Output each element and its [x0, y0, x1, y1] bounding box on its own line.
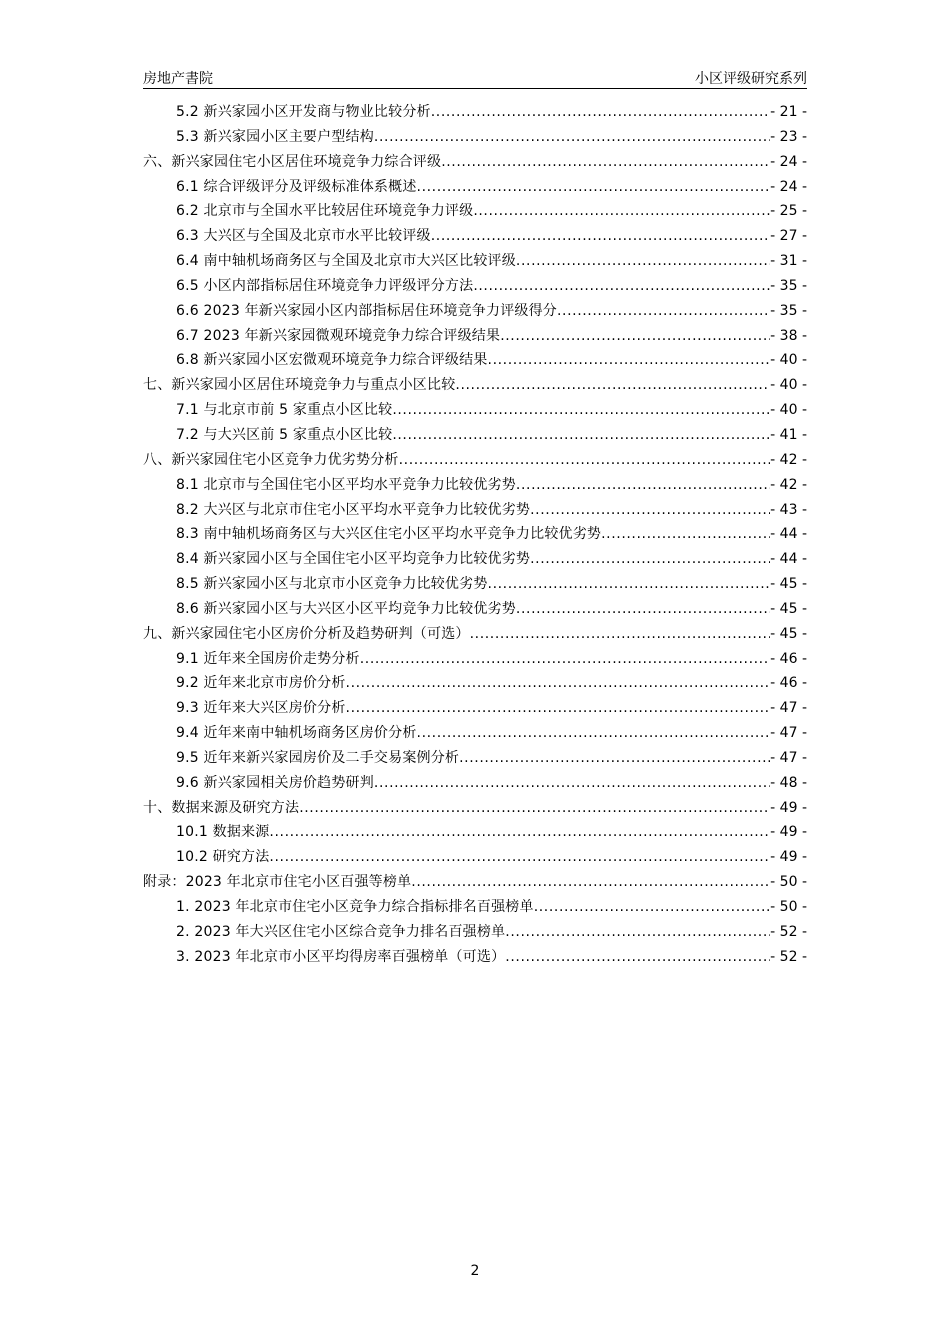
toc-entry[interactable]: [143, 324, 807, 349]
toc-entry-title: 6.2 北京市与全国水平比较居住环境竞争力评级: [176, 203, 474, 220]
toc-entry-title: 八、新兴家园住宅小区竞争力优劣势分析: [143, 451, 399, 468]
toc-entry-title: 十、数据来源及研究方法: [143, 799, 300, 816]
toc-entry-title: 9.1 近年来全国房价走势分析: [176, 650, 360, 667]
toc-entry[interactable]: [143, 224, 807, 249]
toc-entry[interactable]: [143, 199, 807, 224]
toc-entry-title: 六、新兴家园住宅小区居住环境竞争力综合评级: [143, 153, 442, 170]
toc-entry[interactable]: [143, 746, 807, 771]
toc-dot-leader: [530, 547, 770, 572]
toc-entry[interactable]: [143, 100, 807, 125]
toc-entry[interactable]: [143, 895, 807, 920]
toc-entry-page: - 38 -: [770, 327, 807, 344]
toc-dot-leader: [601, 522, 770, 547]
toc-dot-leader: [431, 224, 770, 249]
toc-dot-leader: [374, 125, 770, 150]
toc-entry[interactable]: [143, 945, 807, 970]
toc-dot-leader: [360, 647, 770, 672]
toc-entry-title: 7.1 与北京市前 5 家重点小区比较: [176, 402, 393, 419]
toc-entry-title: 9.4 近年来南中轴机场商务区房价分析: [176, 725, 417, 742]
toc-dot-leader: [534, 895, 770, 920]
toc-entry-title: 7.2 与大兴区前 5 家重点小区比较: [176, 426, 393, 443]
toc-entry[interactable]: [143, 498, 807, 523]
toc-dot-leader: [516, 473, 770, 498]
toc-entry-title: 附录：2023 年北京市住宅小区百强等榜单: [143, 874, 412, 891]
toc-entry-page: - 40 -: [770, 352, 807, 369]
toc-entry[interactable]: [143, 299, 807, 324]
toc-entry-page: - 25 -: [770, 203, 807, 220]
toc-entry-title: 10.2 研究方法: [176, 849, 270, 866]
toc-dot-leader: [392, 398, 770, 423]
toc-entry-page: - 41 -: [770, 426, 807, 443]
toc-entry-title: 1. 2023 年北京市住宅小区竞争力综合指标排名百强榜单: [176, 899, 534, 915]
toc-entry[interactable]: [143, 721, 807, 746]
toc-dot-leader: [459, 746, 770, 771]
toc-entry-title: 9.3 近年来大兴区房价分析: [176, 700, 346, 717]
toc-entry[interactable]: [143, 597, 807, 622]
toc-entry-page: - 49 -: [770, 799, 807, 816]
toc-entry-title: 6.8 新兴家园小区宏微观环境竞争力综合评级结果: [176, 352, 488, 369]
toc-entry[interactable]: [143, 796, 807, 821]
toc-entry[interactable]: [143, 920, 807, 945]
header-series-title: 小区评级研究系列: [695, 71, 807, 87]
toc-entry-title: 6.5 小区内部指标居住环境竞争力评级评分方法: [176, 277, 474, 294]
toc-entry-page: - 21 -: [770, 104, 807, 120]
toc-entry-page: - 52 -: [770, 923, 807, 940]
toc-entry[interactable]: [143, 274, 807, 299]
toc-entry[interactable]: [143, 249, 807, 274]
toc-entry-page: - 45 -: [770, 576, 807, 593]
toc-entry-page: - 35 -: [770, 302, 807, 319]
toc-dot-leader: [346, 671, 771, 696]
toc-entry-title: 6.6 2023 年新兴家园小区内部指标居住环境竞争力评级得分: [176, 302, 557, 319]
toc-entry-title: 6.7 2023 年新兴家园微观环境竞争力综合评级结果: [176, 327, 501, 344]
toc-entry-title: 九、新兴家园住宅小区房价分析及趋势研判（可选）: [143, 625, 470, 642]
toc-entry-page: - 49 -: [770, 824, 807, 841]
toc-entry-page: - 49 -: [770, 849, 807, 866]
toc-entry-title: 七、新兴家园小区居住环境竞争力与重点小区比较: [143, 377, 456, 394]
toc-entry[interactable]: [143, 820, 807, 845]
toc-entry-title: 3. 2023 年北京市小区平均得房率百强榜单（可选）: [176, 948, 506, 965]
toc-entry-page: - 52 -: [770, 948, 807, 965]
toc-entry[interactable]: [143, 522, 807, 547]
toc-entry[interactable]: [143, 845, 807, 870]
toc-dot-leader: [269, 820, 770, 845]
page-header: [143, 68, 807, 89]
toc-dot-leader: [500, 324, 770, 349]
toc-dot-leader: [392, 423, 770, 448]
toc-entry-page: - 42 -: [770, 451, 807, 468]
toc-entry-page: - 47 -: [770, 700, 807, 717]
toc-entry-page: - 50 -: [770, 899, 807, 915]
toc-dot-leader: [516, 597, 770, 622]
toc-entry[interactable]: [143, 671, 807, 696]
toc-entry-title: 6.4 南中轴机场商务区与全国及北京市大兴区比较评级: [176, 253, 516, 270]
toc-dot-leader: [417, 175, 771, 200]
toc-entry-page: - 44 -: [770, 526, 807, 543]
toc-dot-leader: [399, 448, 771, 473]
toc-entry-title: 5.3 新兴家园小区主要户型结构: [176, 128, 374, 145]
toc-entry-page: - 42 -: [770, 476, 807, 493]
toc-entry-title: 9.6 新兴家园相关房价趋势研判: [176, 774, 374, 791]
toc-dot-leader: [505, 945, 770, 970]
toc-dot-leader: [488, 348, 771, 373]
toc-entry[interactable]: [143, 473, 807, 498]
toc-dot-leader: [269, 845, 770, 870]
toc-dot-leader: [505, 920, 770, 945]
toc-entry[interactable]: [143, 175, 807, 200]
toc-entry-title: 6.1 综合评级评分及评级标准体系概述: [176, 178, 417, 195]
toc-entry[interactable]: [143, 647, 807, 672]
toc-entry-page: - 40 -: [770, 377, 807, 394]
toc-entry-page: - 50 -: [770, 874, 807, 891]
toc-dot-leader: [488, 572, 771, 597]
header-publisher: 房地产書院: [143, 71, 213, 87]
toc-entry-title: 6.3 大兴区与全国及北京市水平比较评级: [176, 228, 431, 245]
toc-dot-leader: [470, 622, 771, 647]
toc-entry-page: - 43 -: [770, 501, 807, 518]
toc-entry-title: 10.1 数据来源: [176, 824, 270, 841]
toc-dot-leader: [557, 299, 770, 324]
toc-entry-page: - 47 -: [770, 725, 807, 742]
toc-entry-page: - 35 -: [770, 277, 807, 294]
toc-entry-title: 9.5 近年来新兴家园房价及二手交易案例分析: [176, 749, 460, 766]
toc-entry-title: 2. 2023 年大兴区住宅小区综合竞争力排名百强榜单: [176, 923, 506, 940]
toc-entry-page: - 46 -: [770, 675, 807, 692]
toc-entry[interactable]: [143, 547, 807, 572]
toc-entry-title: 8.5 新兴家园小区与北京市小区竞争力比较优劣势: [176, 576, 488, 593]
toc-entry-page: - 44 -: [770, 551, 807, 568]
toc-entry-title: 8.4 新兴家园小区与全国住宅小区平均竞争力比较优劣势: [176, 551, 531, 568]
toc-entry[interactable]: [143, 398, 807, 423]
toc-entry-title: 8.1 北京市与全国住宅小区平均水平竞争力比较优劣势: [176, 476, 516, 493]
toc-entry-title: 9.2 近年来北京市房价分析: [176, 675, 346, 692]
toc-entry-page: - 46 -: [770, 650, 807, 667]
toc-entry[interactable]: [143, 870, 807, 895]
toc-dot-leader: [411, 870, 770, 895]
toc-entry-title: 8.6 新兴家园小区与大兴区小区平均竞争力比较优劣势: [176, 600, 516, 617]
table-of-contents: [143, 100, 807, 970]
toc-dot-leader: [441, 150, 770, 175]
toc-entry-page: - 27 -: [770, 228, 807, 245]
toc-dot-leader: [417, 721, 771, 746]
toc-entry-page: - 48 -: [770, 774, 807, 791]
toc-entry-page: - 45 -: [770, 625, 807, 642]
toc-dot-leader: [473, 199, 770, 224]
toc-entry-page: - 23 -: [770, 128, 807, 145]
toc-entry-page: - 24 -: [770, 153, 807, 170]
toc-dot-leader: [516, 249, 770, 274]
page-number: 2: [470, 1263, 480, 1279]
toc-entry-page: - 40 -: [770, 402, 807, 419]
toc-entry-title: 5.2 新兴家园小区开发商与物业比较分析: [176, 104, 431, 120]
toc-entry[interactable]: [143, 771, 807, 796]
toc-dot-leader: [374, 771, 770, 796]
toc-entry[interactable]: [143, 448, 807, 473]
toc-entry-title: 8.2 大兴区与北京市住宅小区平均水平竞争力比较优劣势: [176, 501, 531, 518]
toc-entry-page: - 31 -: [770, 253, 807, 270]
toc-entry[interactable]: [143, 373, 807, 398]
toc-entry[interactable]: [143, 572, 807, 597]
toc-entry-page: - 24 -: [770, 178, 807, 195]
toc-entry[interactable]: [143, 696, 807, 721]
toc-entry[interactable]: [143, 423, 807, 448]
toc-entry-page: - 45 -: [770, 600, 807, 617]
toc-dot-leader: [473, 274, 770, 299]
toc-dot-leader: [455, 373, 770, 398]
toc-entry[interactable]: [143, 622, 807, 647]
toc-entry-title: 8.3 南中轴机场商务区与大兴区住宅小区平均水平竞争力比较优劣势: [176, 526, 602, 543]
toc-entry[interactable]: [143, 125, 807, 150]
toc-entry[interactable]: [143, 150, 807, 175]
toc-dot-leader: [299, 796, 770, 821]
toc-entry[interactable]: [143, 348, 807, 373]
toc-dot-leader: [431, 100, 770, 125]
toc-dot-leader: [530, 498, 770, 523]
toc-entry-page: - 47 -: [770, 749, 807, 766]
toc-dot-leader: [346, 696, 771, 721]
